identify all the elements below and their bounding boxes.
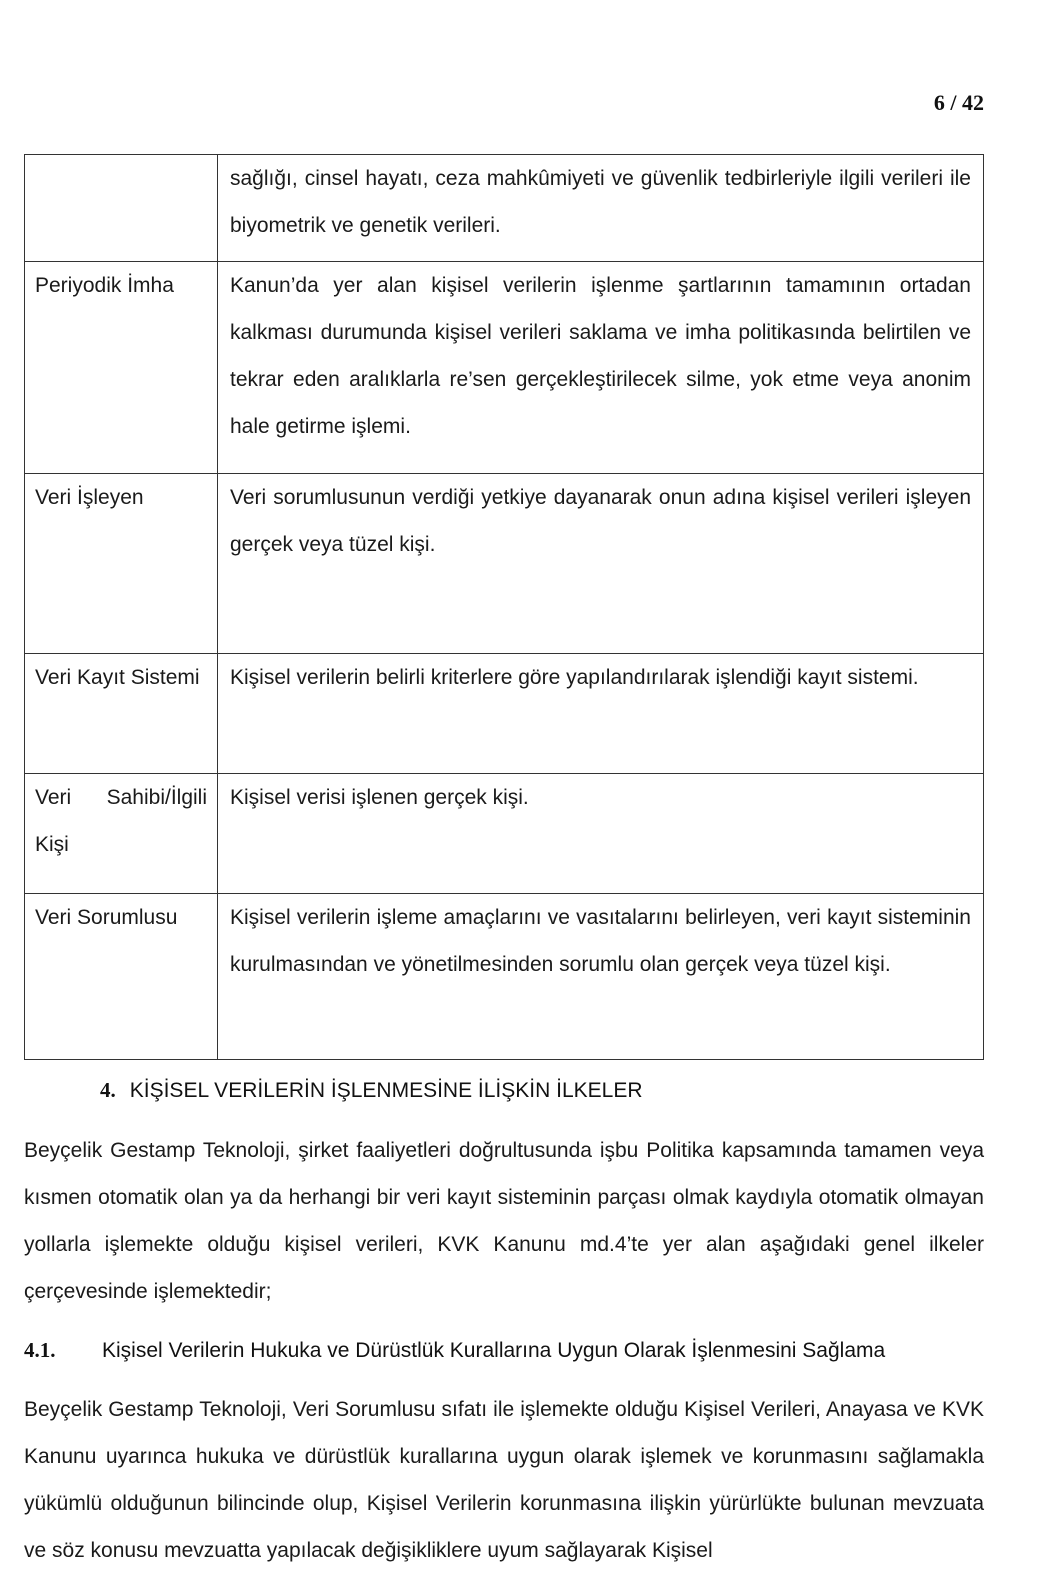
- table-row: [25, 894, 984, 1060]
- section-title: KİŞİSEL VERİLERİN İŞLENMESİNE İLİŞKİN İLKELER: [129, 1079, 643, 1102]
- term-cell: Veri Kayıt Sistemi: [25, 654, 218, 774]
- term-cell: Veri Sorumlusu: [25, 894, 218, 1060]
- term-cell: [25, 155, 218, 262]
- section-number: 4.: [100, 1078, 116, 1102]
- description-cell: sağlığı, cinsel hayatı, ceza mahkûmiyeti ve güvenlik tedbirleriyle ilgili verileri ile biyometrik ve genetik verileri.: [218, 155, 984, 262]
- description-cell: Kanun’da yer alan kişisel verilerin işlenme şartlarının tamamının ortadan kalkması durumunda kişisel verileri saklama ve imha politikasında belirtilen ve tekrar eden aralıklarla re’sen gerçekleştirilecek silme, yok etme veya anonim hale getirme işlemi.: [218, 262, 984, 474]
- definitions-table: [24, 154, 984, 1060]
- subsection-title: Kişisel Verilerin Hukuka ve Dürüstlük Kurallarına Uygun Olarak İşlenmesini Sağlama: [102, 1339, 886, 1362]
- subsection-heading: [24, 1330, 984, 1371]
- term-cell: Veri Sahibi/İlgili Kişi: [25, 774, 218, 894]
- term-cell: Veri İşleyen: [25, 474, 218, 654]
- description-cell: Kişisel verilerin işleme amaçlarını ve vasıtalarını belirleyen, veri kayıt sisteminin kurulmasından ve yönetilmesinden sorumlu olan gerçek veya tüzel kişi.: [218, 894, 984, 1060]
- subsection-paragraph: Beyçelik Gestamp Teknoloji, Veri Sorumlusu sıfatı ile işlemekte olduğu Kişisel Verileri, Anayasa ve KVK Kanunu uyarınca hukuka ve dürüstlük kurallarına uygun olarak işlemek ve korunmasını sağlamakla yükümlü olduğunun bilincinde olup, Kişisel Verilerin korunmasına ilişkin yürürlükte bulunan mevzuata ve söz konusu mevzuatta yapılacak değişikliklere uyum sağlayarak Kişisel: [24, 1398, 984, 1562]
- description-cell: Veri sorumlusunun verdiği yetkiye dayanarak onun adına kişisel verileri işleyen gerçek veya tüzel kişi.: [218, 474, 984, 654]
- table-row: [25, 774, 984, 894]
- description-cell: Kişisel verisi işlenen gerçek kişi.: [218, 774, 984, 894]
- table-row: [25, 262, 984, 474]
- page-number: 6 / 42: [933, 90, 984, 115]
- table-row: [25, 654, 984, 774]
- term-cell: Periyodik İmha: [25, 262, 218, 474]
- subsection-number: 4.1.: [24, 1338, 56, 1362]
- description-cell: Kişisel verilerin belirli kriterlere göre yapılandırılarak işlendiği kayıt sistemi.: [218, 654, 984, 774]
- table-row: [25, 474, 984, 654]
- table-row: [25, 155, 984, 262]
- section-heading: [100, 1070, 643, 1111]
- section-paragraph: Beyçelik Gestamp Teknoloji, şirket faaliyetleri doğrultusunda işbu Politika kapsamında tamamen veya kısmen otomatik olan ya da herhangi bir veri kayıt sisteminin parçası olmak kaydıyla otomatik olmayan yollarla işlemekte olduğu kişisel verileri, KVK Kanunu md.4’te yer alan aşağıdaki genel ilkeler çerçevesinde işlemektedir;: [24, 1139, 984, 1303]
